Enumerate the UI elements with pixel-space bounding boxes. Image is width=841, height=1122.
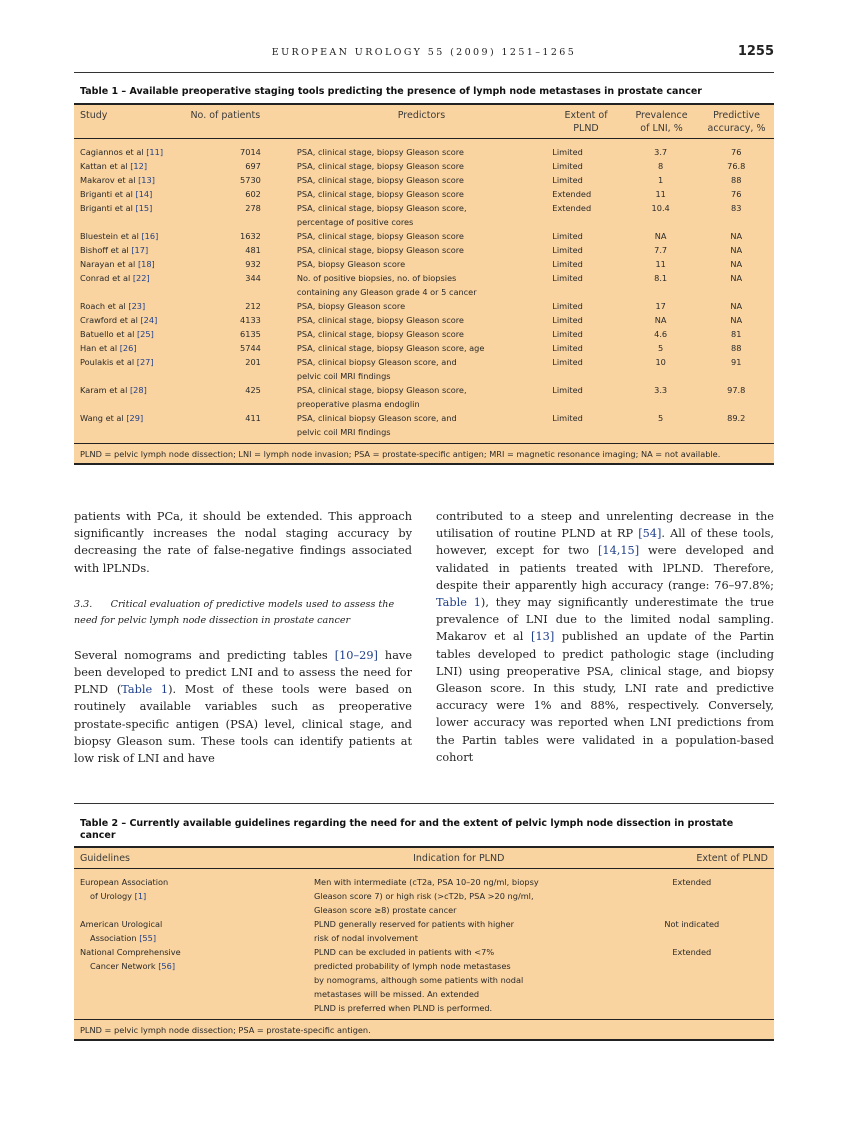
- indication-line: by nomograms, although some patients with nodal: [313, 975, 524, 985]
- cell-study: [74, 383, 185, 411]
- citation-link[interactable]: [13]: [531, 630, 555, 644]
- cell-extent: Limited: [552, 147, 583, 157]
- journal-name: EUROPEAN UROLOGY 55 (2009) 1251–1265: [271, 47, 577, 58]
- cell-patients: 278: [245, 203, 261, 213]
- cell-guideline: [74, 945, 308, 1015]
- cell-patients: 481: [245, 245, 261, 255]
- indication-line: Gleason score ≥8) prostate cancer: [313, 905, 457, 915]
- citation-link[interactable]: [13]: [138, 175, 155, 185]
- table-1-header: [74, 105, 774, 139]
- column-header-study: Study: [80, 110, 108, 121]
- text-run: have been developed to predict LNI and to assess the need for PLND (: [74, 648, 413, 697]
- paragraph-left-1: patients with PCa, it should be extended. This approach significantly increases the nodal staging accuracy by decreasing the rate of false-negative findings associated with lPLNDs.: [74, 510, 412, 575]
- column-header-patients: No. of patients: [190, 110, 261, 121]
- predictor-line: PSA, clinical stage, biopsy Gleason score,: [296, 203, 467, 213]
- cell-prevalence: 5: [658, 413, 664, 423]
- cell-patients: 4133: [240, 315, 261, 325]
- table-row: [74, 313, 774, 327]
- cell-extent: Limited: [552, 329, 583, 339]
- study-name: Bluestein et al: [80, 231, 139, 241]
- indication-line: metastases will be missed. An extended: [313, 989, 480, 999]
- citation-link[interactable]: [27]: [136, 357, 154, 367]
- cell-predictors: [291, 411, 546, 439]
- cell-study: [74, 243, 185, 257]
- study-name: Cagiannos et al: [80, 147, 144, 157]
- guideline-text: of Urology: [90, 891, 133, 901]
- cell-study: [74, 299, 185, 313]
- cell-extent: Extended: [672, 877, 712, 887]
- citation-link[interactable]: [10–29]: [334, 648, 378, 662]
- cell-prevalence: 1: [658, 175, 664, 185]
- text-run: ), they may significantly underestimate the true prevalence of LNI due to the limited nodal sampling. Makarov et al: [436, 596, 774, 644]
- cell-accuracy: NA: [730, 231, 743, 241]
- cell-extent: Limited: [552, 301, 583, 311]
- study-name: Roach et al: [80, 301, 126, 311]
- table-row: [74, 187, 774, 201]
- table-row: [74, 945, 774, 1015]
- predictor-line: PSA, clinical stage, biopsy Gleason score: [296, 147, 464, 157]
- cell-study: [74, 257, 185, 271]
- text-run: contributed to a steep and unrelenting decrease in the utilisation of routine PLND at RP: [436, 510, 774, 541]
- cell-study: [74, 313, 185, 327]
- guideline-line: [80, 959, 302, 973]
- cell-study: [74, 145, 185, 159]
- study-name: Poulakis et al: [80, 357, 135, 367]
- table-2-top-rule: [74, 803, 774, 804]
- cell-study: [74, 187, 185, 201]
- table-row: [74, 299, 774, 313]
- table-row: [74, 229, 774, 243]
- cell-patients: 7014: [240, 147, 261, 157]
- cell-accuracy: 81: [731, 329, 742, 339]
- cell-predictors: [291, 229, 546, 243]
- citation-link[interactable]: [25]: [136, 329, 154, 339]
- page-number: 1255: [737, 44, 774, 59]
- cell-guideline: [74, 875, 308, 917]
- table-link[interactable]: Table 1: [121, 683, 169, 697]
- text-run: . All of these tools, however, except for two: [436, 527, 775, 558]
- guideline-line: [80, 875, 302, 889]
- guideline-text: American Urological: [80, 919, 163, 929]
- cell-patients: 697: [245, 161, 261, 171]
- paragraph-right-1: [436, 508, 774, 766]
- table-2-box: [74, 846, 774, 1041]
- table-link[interactable]: Table 1: [436, 596, 481, 610]
- cell-extent: Limited: [552, 413, 583, 423]
- predictor-line: PSA, clinical stage, biopsy Gleason score: [296, 189, 464, 199]
- cell-extent: Limited: [552, 175, 583, 185]
- citation-link[interactable]: [12]: [130, 161, 148, 171]
- indication-line: PLND can be excluded in patients with <7%: [313, 947, 495, 957]
- indication-line: Men with intermediate (cT2a, PSA 10–20 ng/ml, biopsy: [313, 877, 539, 887]
- cell-extent: Limited: [552, 315, 583, 325]
- cell-predictors: [291, 341, 546, 355]
- study-name: Bishoff et al: [80, 245, 129, 255]
- cell-prevalence: 11: [655, 259, 666, 269]
- section-number: 3.3.: [74, 598, 93, 610]
- cell-patients: 5730: [240, 175, 261, 185]
- predictor-line: PSA, clinical stage, biopsy Gleason score,: [296, 385, 467, 395]
- cell-accuracy: 88: [731, 343, 742, 353]
- guideline-text: National Comprehensive: [80, 947, 181, 957]
- study-name: Kattan et al: [80, 161, 128, 171]
- cell-predictors: [291, 243, 546, 257]
- citation-link[interactable]: [11]: [146, 147, 164, 157]
- cell-accuracy: 76: [731, 189, 742, 199]
- cell-predictors: [291, 327, 546, 341]
- text-run: ). Most of these tools were based on routinely available variables such as preoperative prostate-specific antigen (PSA) level, clinical stage, and biopsy Gleason sum. These tools can identify patients at low risk of LNI and have: [74, 683, 412, 766]
- citation-link[interactable]: [18]: [137, 259, 155, 269]
- cell-prevalence: NA: [654, 231, 667, 241]
- text-run: Several nomograms and predicting tables: [74, 648, 335, 662]
- table-1-body: [74, 139, 774, 443]
- citation-link[interactable]: [15]: [135, 203, 153, 213]
- cell-indication: [308, 875, 610, 917]
- predictor-line: PSA, clinical biopsy Gleason score, and: [296, 357, 457, 367]
- study-name: Briganti et al: [80, 203, 133, 213]
- table-row: [74, 383, 774, 411]
- cell-guideline: [74, 917, 308, 945]
- cell-patients: 932: [245, 259, 261, 269]
- cell-indication: [308, 945, 610, 1015]
- cell-predictors: [291, 299, 546, 313]
- section-heading: [74, 597, 412, 629]
- citation-link[interactable]: [29]: [126, 413, 144, 423]
- table-row: [74, 875, 774, 917]
- study-name: Narayan et al: [80, 259, 136, 269]
- citation-link[interactable]: [16]: [141, 231, 159, 241]
- predictor-line: No. of positive biopsies, no. of biopsies: [296, 273, 457, 283]
- text-run: were developed and validated in patients treated with lPLND. Therefore, despite their apparently high accuracy (range: 76–97.8%;: [436, 544, 774, 592]
- cell-prevalence: NA: [654, 315, 667, 325]
- table-row: [74, 917, 774, 945]
- cell-prevalence: 5: [658, 343, 664, 353]
- cell-predictors: [291, 313, 546, 327]
- cell-extent: Limited: [552, 259, 583, 269]
- cell-accuracy: NA: [730, 301, 743, 311]
- cell-extent: Limited: [552, 161, 583, 171]
- citation-link[interactable]: [56]: [158, 961, 176, 971]
- cell-predictors: [291, 173, 546, 187]
- study-name: Han et al: [80, 343, 118, 353]
- cell-predictors: [291, 159, 546, 173]
- predictor-line: pelvic coil MRI findings: [296, 427, 391, 437]
- table-2-header: [74, 848, 774, 869]
- table-row: [74, 355, 774, 383]
- column-header-guidelines: Guidelines: [80, 853, 130, 864]
- cell-accuracy: 88: [731, 175, 742, 185]
- indication-line: risk of nodal involvement: [313, 933, 418, 943]
- citation-link[interactable]: [26]: [119, 343, 137, 353]
- cell-prevalence: 3.7: [654, 147, 668, 157]
- cell-predictors: [291, 383, 546, 411]
- cell-study: [74, 173, 185, 187]
- predictor-line: PSA, biopsy Gleason score: [296, 301, 406, 311]
- predictor-line: PSA, clinical biopsy Gleason score, and: [296, 413, 457, 423]
- indication-line: Gleason score 7) or high risk (>cT2b, PSA >20 ng/ml,: [313, 891, 534, 901]
- study-name: Wang et al: [80, 413, 124, 423]
- predictor-line: preoperative plasma endoglin: [296, 399, 420, 409]
- cell-patients: 344: [245, 273, 261, 283]
- paragraph-left-2: [74, 647, 412, 767]
- cell-patients: 6135: [240, 329, 261, 339]
- cell-accuracy: 83: [731, 203, 742, 213]
- cell-accuracy: NA: [730, 245, 743, 255]
- cell-accuracy: 89.2: [727, 413, 746, 423]
- cell-accuracy: 76.8: [727, 161, 746, 171]
- body-column-left: [74, 508, 412, 767]
- cell-predictors: [291, 145, 546, 159]
- cell-prevalence: 10: [655, 357, 666, 367]
- table-1-caption: Table 1 – Available preoperative staging tools predicting the presence of lymph node metastases in prostate cancer: [80, 86, 702, 97]
- cell-prevalence: 4.6: [654, 329, 668, 339]
- table-row: [74, 201, 774, 229]
- citation-link[interactable]: [22]: [132, 273, 150, 283]
- guideline-line: [80, 917, 302, 931]
- cell-extent: Limited: [552, 245, 583, 255]
- study-name: Conrad et al: [80, 273, 131, 283]
- predictor-line: PSA, clinical stage, biopsy Gleason score: [296, 329, 464, 339]
- table-2-caption: Table 2 – Currently available guidelines regarding the need for and the extent of pelvic lymph node dissection in prostate cancer: [80, 818, 734, 841]
- table-row: [74, 173, 774, 187]
- indication-line: PLND is preferred when PLND is performed.: [313, 1003, 493, 1013]
- citation-link[interactable]: [23]: [128, 301, 146, 311]
- table-row: [74, 341, 774, 355]
- cell-study: [74, 327, 185, 341]
- text-run: published an update of the Partin tables developed to predict pathologic stage (including LNI) using preoperative PSA, clinical stage, and biopsy Gleason score. In this study, LNI rate and predictive accuracy were 1% and 88%, respectively. Conversely, lower accuracy was reported when LNI predictions from the Partin tables were validated in a population-based cohort: [436, 630, 774, 764]
- table-2: [74, 818, 774, 1041]
- cell-indication: [308, 917, 610, 945]
- cell-extent: Extended: [552, 189, 592, 199]
- column-header-extent: Extent of PLND: [696, 853, 768, 864]
- citation-link[interactable]: [24]: [140, 315, 158, 325]
- predictor-line: pelvic coil MRI findings: [296, 371, 391, 381]
- cell-extent: Limited: [552, 273, 583, 283]
- cell-predictors: [291, 257, 546, 271]
- citation-link[interactable]: [1]: [134, 891, 147, 901]
- guideline-line: [80, 889, 302, 903]
- running-header: [74, 44, 774, 64]
- predictor-line: PSA, clinical stage, biopsy Gleason score: [296, 245, 464, 255]
- study-name: Crawford et al: [80, 315, 138, 325]
- predictor-line: PSA, clinical stage, biopsy Gleason score: [296, 175, 464, 185]
- guideline-text: Association: [90, 933, 137, 943]
- citation-link[interactable]: [14]: [135, 189, 153, 199]
- cell-patients: 201: [245, 357, 261, 367]
- table-row: [74, 411, 774, 439]
- table-row: [74, 145, 774, 159]
- column-header-predictors: Predictors: [397, 110, 446, 121]
- predictor-line: PSA, clinical stage, biopsy Gleason score, age: [296, 343, 485, 353]
- cell-predictors: [291, 201, 546, 229]
- cell-study: [74, 411, 185, 439]
- guideline-text: Cancer Network: [90, 961, 156, 971]
- cell-accuracy: 91: [731, 357, 742, 367]
- cell-study: [74, 159, 185, 173]
- indication-line: PLND generally reserved for patients with higher: [313, 919, 515, 929]
- table-1-footnote: PLND = pelvic lymph node dissection; LNI = lymph node invasion; PSA = prostate-specific antigen; MRI = magnetic resonance imaging; NA = not available.: [74, 443, 774, 463]
- cell-extent: Limited: [552, 343, 583, 353]
- predictor-line: PSA, clinical stage, biopsy Gleason score: [296, 315, 464, 325]
- cell-study: [74, 355, 185, 383]
- cell-prevalence: 8: [658, 161, 664, 171]
- cell-extent: Extended: [672, 947, 712, 957]
- column-header-extent-text: Extent of PLND: [564, 110, 608, 134]
- cell-study: [74, 271, 185, 299]
- citation-link[interactable]: [54]: [638, 527, 662, 541]
- column-header-indication: Indication for PLND: [413, 853, 505, 864]
- study-name: Makarov et al: [80, 175, 136, 185]
- table-row: [74, 159, 774, 173]
- cell-prevalence: 7.7: [654, 245, 668, 255]
- table-row: [74, 271, 774, 299]
- cell-patients: 1632: [240, 231, 261, 241]
- table-1: [74, 86, 774, 465]
- cell-patients: 602: [245, 189, 261, 199]
- cell-accuracy: NA: [730, 315, 743, 325]
- header-rule: [74, 72, 774, 73]
- study-name: Karam et al: [80, 385, 128, 395]
- citation-link[interactable]: [28]: [129, 385, 147, 395]
- predictor-line: containing any Gleason grade 4 or 5 cancer: [296, 287, 477, 297]
- guideline-text: European Association: [80, 877, 169, 887]
- cell-prevalence: 11: [655, 189, 666, 199]
- cell-predictors: [291, 187, 546, 201]
- table-2-footnote: PLND = pelvic lymph node dissection; PSA = prostate-specific antigen.: [74, 1019, 774, 1039]
- cell-accuracy: 97.8: [727, 385, 746, 395]
- citation-link[interactable]: [14,15]: [597, 544, 640, 558]
- cell-accuracy: NA: [730, 259, 743, 269]
- cell-patients: 425: [245, 385, 261, 395]
- cell-prevalence: 8.1: [654, 273, 668, 283]
- cell-study: [74, 229, 185, 243]
- citation-link[interactable]: [17]: [131, 245, 149, 255]
- table-row: [74, 257, 774, 271]
- guideline-line: [80, 931, 302, 945]
- table-row: [74, 327, 774, 341]
- study-name: Briganti et al: [80, 189, 133, 199]
- predictor-line: PSA, clinical stage, biopsy Gleason score: [296, 161, 464, 171]
- cell-extent: Limited: [552, 385, 583, 395]
- cell-patients: 5744: [240, 343, 261, 353]
- predictor-line: percentage of positive cores: [296, 217, 414, 227]
- table-2-body: [74, 869, 774, 1019]
- body-column-right: [436, 508, 774, 766]
- cell-predictors: [291, 271, 546, 299]
- cell-extent: Extended: [552, 203, 592, 213]
- study-name: Batuello et al: [80, 329, 135, 339]
- table-1-box: [74, 103, 774, 465]
- cell-prevalence: 10.4: [651, 203, 670, 213]
- cell-predictors: [291, 355, 546, 383]
- section-title: Critical evaluation of predictive models used to assess the need for pelvic lymph node dissection in prostate cancer: [74, 598, 395, 626]
- cell-extent: Limited: [552, 357, 583, 367]
- cell-extent: Not indicated: [664, 919, 720, 929]
- cell-study: [74, 341, 185, 355]
- cell-patients: 212: [245, 301, 261, 311]
- guideline-line: [80, 945, 302, 959]
- column-header-accuracy: Predictive accuracy, %: [707, 110, 766, 134]
- indication-line: predicted probability of lymph node metastases: [313, 961, 511, 971]
- cell-extent: Limited: [552, 231, 583, 241]
- cell-prevalence: 17: [655, 301, 666, 311]
- predictor-line: PSA, biopsy Gleason score: [296, 259, 406, 269]
- cell-study: [74, 201, 185, 229]
- citation-link[interactable]: [55]: [139, 933, 157, 943]
- column-header-extent: [548, 105, 624, 138]
- column-header-prevalence: Prevalence of LNI, %: [635, 110, 688, 134]
- predictor-line: PSA, clinical stage, biopsy Gleason score: [296, 231, 464, 241]
- cell-accuracy: 76: [731, 147, 742, 157]
- cell-prevalence: 3.3: [654, 385, 668, 395]
- table-row: [74, 243, 774, 257]
- cell-accuracy: NA: [730, 273, 743, 283]
- cell-patients: 411: [245, 413, 261, 423]
